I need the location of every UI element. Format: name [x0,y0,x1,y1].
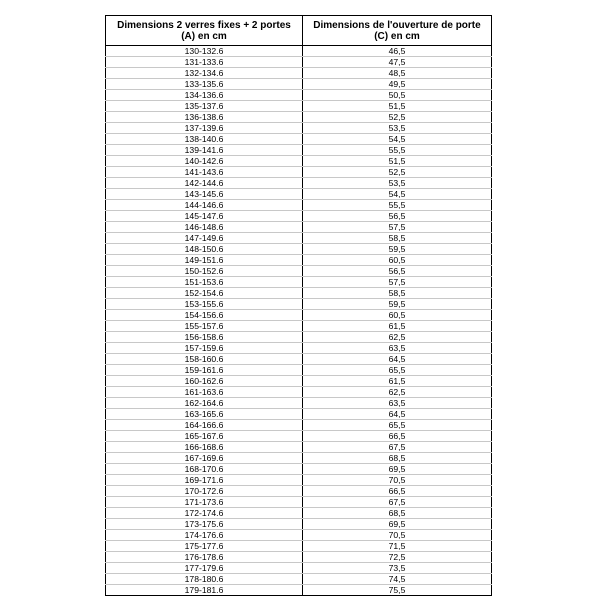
door-opening-c-cell: 54,5 [303,134,492,145]
door-opening-c-cell: 51,5 [303,101,492,112]
table-row [106,57,492,68]
dimensions-a-cell: 171-173.6 [106,497,303,508]
dimensions-a-cell: 145-147.6 [106,211,303,222]
table-row [106,68,492,79]
header-door-opening-c [303,16,492,46]
table-row [106,178,492,189]
dimensions-sheet [105,15,491,596]
door-opening-c-cell: 66,5 [303,431,492,442]
dimensions-a-cell: 130-132.6 [106,46,303,57]
door-opening-c-cell: 73,5 [303,563,492,574]
table-row [106,486,492,497]
table-row [106,398,492,409]
door-opening-c-cell: 64,5 [303,409,492,420]
header-row [106,16,492,46]
table-row [106,332,492,343]
door-opening-c-cell: 67,5 [303,497,492,508]
table-row [106,299,492,310]
header-dimensions-a-line1: Dimensions 2 verres fixes + 2 portes [117,19,291,31]
door-opening-c-cell: 69,5 [303,464,492,475]
door-opening-c-cell: 58,5 [303,233,492,244]
dimensions-a-cell: 150-152.6 [106,266,303,277]
dimensions-a-cell: 178-180.6 [106,574,303,585]
table-row [106,200,492,211]
table-row [106,189,492,200]
dimensions-a-cell: 131-133.6 [106,57,303,68]
door-opening-c-cell: 55,5 [303,200,492,211]
table-row [106,145,492,156]
dimensions-a-cell: 165-167.6 [106,431,303,442]
dimensions-a-cell: 161-163.6 [106,387,303,398]
table-row [106,365,492,376]
dimensions-a-cell: 169-171.6 [106,475,303,486]
dimensions-a-cell: 143-145.6 [106,189,303,200]
door-opening-c-cell: 68,5 [303,453,492,464]
door-opening-c-cell: 56,5 [303,266,492,277]
door-opening-c-cell: 57,5 [303,277,492,288]
dimensions-a-cell: 151-153.6 [106,277,303,288]
table-row [106,376,492,387]
dimensions-a-cell: 147-149.6 [106,233,303,244]
dimensions-table [105,15,492,596]
door-opening-c-cell: 60,5 [303,255,492,266]
table-row [106,431,492,442]
door-opening-c-cell: 53,5 [303,123,492,134]
door-opening-c-cell: 52,5 [303,167,492,178]
door-opening-c-cell: 70,5 [303,530,492,541]
dimensions-a-cell: 135-137.6 [106,101,303,112]
dimensions-a-cell: 158-160.6 [106,354,303,365]
table-row [106,343,492,354]
door-opening-c-cell: 70,5 [303,475,492,486]
table-row [106,310,492,321]
dimensions-a-cell: 160-162.6 [106,376,303,387]
table-row [106,156,492,167]
table-row [106,222,492,233]
dimensions-a-cell: 176-178.6 [106,552,303,563]
dimensions-a-cell: 137-139.6 [106,123,303,134]
dimensions-a-cell: 177-179.6 [106,563,303,574]
dimensions-a-cell: 175-177.6 [106,541,303,552]
table-row [106,46,492,57]
dimensions-a-cell: 153-155.6 [106,299,303,310]
dimensions-a-cell: 167-169.6 [106,453,303,464]
dimensions-a-cell: 142-144.6 [106,178,303,189]
door-opening-c-cell: 71,5 [303,541,492,552]
dimensions-a-cell: 132-134.6 [106,68,303,79]
dimensions-a-cell: 141-143.6 [106,167,303,178]
dimensions-a-cell: 149-151.6 [106,255,303,266]
door-opening-c-cell: 53,5 [303,178,492,189]
door-opening-c-cell: 68,5 [303,508,492,519]
table-row [106,585,492,596]
dimensions-a-cell: 146-148.6 [106,222,303,233]
table-row [106,167,492,178]
door-opening-c-cell: 58,5 [303,288,492,299]
dimensions-a-cell: 133-135.6 [106,79,303,90]
door-opening-c-cell: 62,5 [303,387,492,398]
dimensions-a-cell: 172-174.6 [106,508,303,519]
table-row [106,541,492,552]
door-opening-c-cell: 62,5 [303,332,492,343]
dimensions-a-cell: 154-156.6 [106,310,303,321]
dimensions-a-cell: 157-159.6 [106,343,303,354]
dimensions-a-cell: 159-161.6 [106,365,303,376]
table-row [106,442,492,453]
table-row [106,519,492,530]
header-door-opening-c-line2: (C) en cm [374,30,420,42]
door-opening-c-cell: 65,5 [303,420,492,431]
door-opening-c-cell: 46,5 [303,46,492,57]
table-row [106,123,492,134]
door-opening-c-cell: 74,5 [303,574,492,585]
table-row [106,552,492,563]
table-row [106,112,492,123]
dimensions-a-cell: 173-175.6 [106,519,303,530]
table-row [106,321,492,332]
table-row [106,90,492,101]
door-opening-c-cell: 61,5 [303,376,492,387]
table-row [106,288,492,299]
door-opening-c-cell: 49,5 [303,79,492,90]
dimensions-a-cell: 134-136.6 [106,90,303,101]
door-opening-c-cell: 66,5 [303,486,492,497]
table-row [106,233,492,244]
door-opening-c-cell: 54,5 [303,189,492,200]
door-opening-c-cell: 64,5 [303,354,492,365]
table-row [106,475,492,486]
dimensions-a-cell: 139-141.6 [106,145,303,156]
door-opening-c-cell: 60,5 [303,310,492,321]
dimensions-a-cell: 174-176.6 [106,530,303,541]
door-opening-c-cell: 59,5 [303,299,492,310]
dimensions-a-cell: 156-158.6 [106,332,303,343]
table-row [106,497,492,508]
door-opening-c-cell: 47,5 [303,57,492,68]
door-opening-c-cell: 48,5 [303,68,492,79]
dimensions-a-cell: 170-172.6 [106,486,303,497]
header-door-opening-c-line1: Dimensions de l'ouverture de porte [313,19,481,31]
door-opening-c-cell: 72,5 [303,552,492,563]
table-row [106,530,492,541]
table-row [106,387,492,398]
dimensions-a-cell: 138-140.6 [106,134,303,145]
table-row [106,464,492,475]
door-opening-c-cell: 52,5 [303,112,492,123]
table-row [106,508,492,519]
door-opening-c-cell: 59,5 [303,244,492,255]
door-opening-c-cell: 75,5 [303,585,492,596]
table-row [106,277,492,288]
table-body [106,46,492,596]
dimensions-a-cell: 166-168.6 [106,442,303,453]
table-header [106,16,492,46]
door-opening-c-cell: 63,5 [303,343,492,354]
table-row [106,409,492,420]
table-row [106,420,492,431]
table-row [106,574,492,585]
table-row [106,354,492,365]
door-opening-c-cell: 61,5 [303,321,492,332]
door-opening-c-cell: 56,5 [303,211,492,222]
dimensions-a-cell: 144-146.6 [106,200,303,211]
door-opening-c-cell: 50,5 [303,90,492,101]
dimensions-a-cell: 155-157.6 [106,321,303,332]
door-opening-c-cell: 55,5 [303,145,492,156]
table-row [106,244,492,255]
table-row [106,211,492,222]
table-row [106,134,492,145]
door-opening-c-cell: 65,5 [303,365,492,376]
dimensions-a-cell: 164-166.6 [106,420,303,431]
header-dimensions-a-line2: (A) en cm [181,30,227,42]
dimensions-a-cell: 152-154.6 [106,288,303,299]
dimensions-a-cell: 168-170.6 [106,464,303,475]
table-row [106,101,492,112]
door-opening-c-cell: 67,5 [303,442,492,453]
table-row [106,453,492,464]
table-row [106,255,492,266]
door-opening-c-cell: 63,5 [303,398,492,409]
table-row [106,563,492,574]
dimensions-a-cell: 162-164.6 [106,398,303,409]
door-opening-c-cell: 69,5 [303,519,492,530]
dimensions-a-cell: 148-150.6 [106,244,303,255]
dimensions-a-cell: 179-181.6 [106,585,303,596]
header-dimensions-a [106,16,303,46]
table-row [106,79,492,90]
dimensions-a-cell: 136-138.6 [106,112,303,123]
dimensions-a-cell: 140-142.6 [106,156,303,167]
table-row [106,266,492,277]
door-opening-c-cell: 51,5 [303,156,492,167]
dimensions-a-cell: 163-165.6 [106,409,303,420]
door-opening-c-cell: 57,5 [303,222,492,233]
